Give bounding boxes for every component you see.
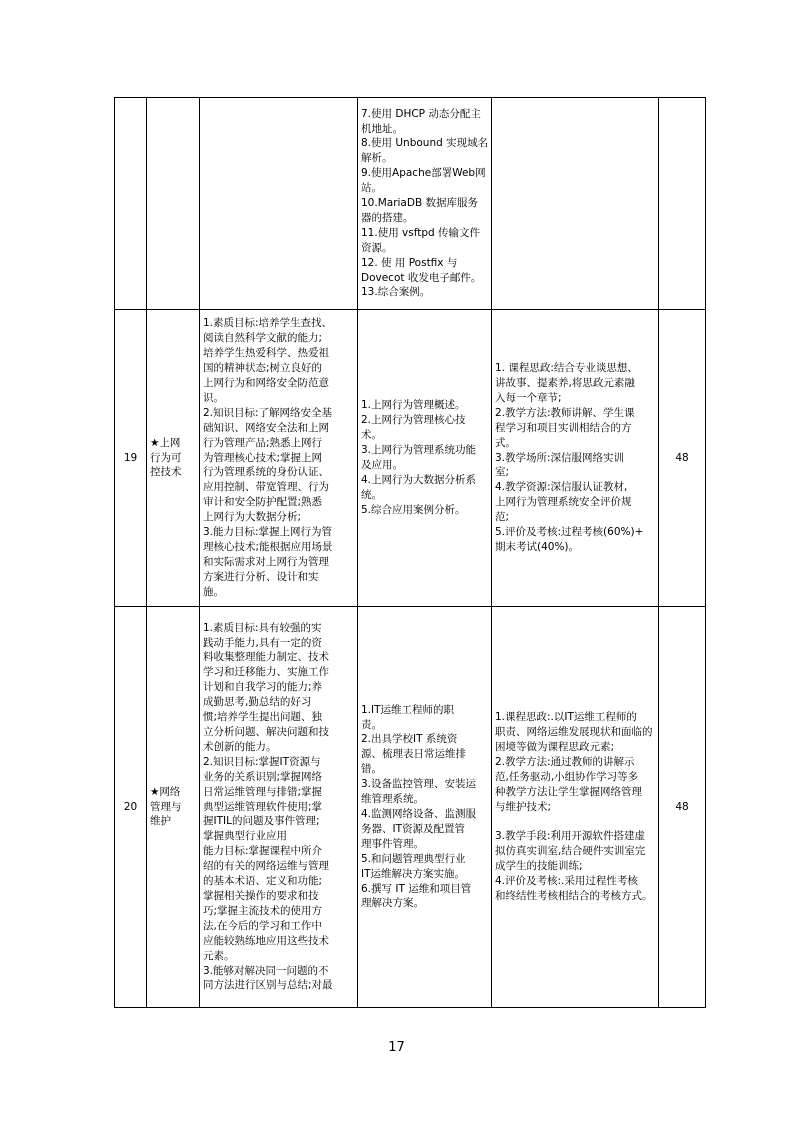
course-goals: 1.素质目标:具有较强的实 践动手能力,具有一定的资 料收集整理能力制定、技术 学习和迁移能力、实施工作 计划和自我学习的能力;养 成勤思考,勤总结的好习 惯;培养学生提出问题、独 立分析问题、解决问题和技 术创新的能力。 2.知识目标:掌握IT资源与 业务的关系识别;掌握网络 日常运维管理与排错;掌握 典型运维管理软件使用;掌 握ITIL的问题及事件管理; 掌握典型行业应用 能力目标:掌握课程中所介 绍的有关的网络运维与管理 的基本术语、定义和功能; 掌握相关操作的要求和技 巧;掌握主流技术的使用方 法,在今后的学习和工作中 应能较熟练地应用这些技术 元素。 3.能够对解决同一问题的不 同方法进行区别与总结;对最 <box>200 607 358 1008</box>
course-number: 20 <box>115 607 147 1008</box>
course-name: ★上网 行为可 控技术 <box>147 310 200 607</box>
teaching-methods: 1.课程思政:.以IT运维工程师的 职责、网络运维发展现状和面临的 困境等做为课程思政元素; 2.教学方法:通过教师的讲解示 范,任务驱动,小组协作学习等多 种教学方法让学生掌握网络管理 与维护技术; 3.教学手段:利用开源软件搭建虚 拟仿真实训室,结合硬件实训室完 成学生的技能训练; 4.评价及考核:.采用过程性考核 和终结性考核相结合的考核方式。 <box>492 607 659 1008</box>
course-content: 7.使用 DHCP 动态分配主 机地址。 8.使用 Unbound 实现域名 解析。 9.使用Apache部署Web网 站。 10.MariaDB 数据库服务 器的搭建。 11.使用 vsftpd 传输文件 资源。 12. 使 用 Postfix 与 Dovecot 收发电子邮件。 13.综合案例。 <box>358 98 492 310</box>
page-number: 17 <box>388 1040 405 1055</box>
course-hours: 48 <box>659 607 706 1008</box>
table-row <box>115 310 706 607</box>
course-goals <box>200 98 358 310</box>
curriculum-table <box>114 97 706 1008</box>
course-goals: 1.素质目标:培养学生查找、 阅读自然科学文献的能力; 培养学生热爱科学、热爱祖 国的精神状态;树立良好的 上网行为和网络安全防范意 识。 2.知识目标:了解网络安全基 础知识、网络安全法和上网 行为管理产品;熟悉上网行 为管理核心技术;掌握上网 行为管理系统的身份认证、 应用控制、带宽管理、行为 审计和安全防护配置;熟悉 上网行为大数据分析; 3.能力目标:掌握上网行为管 理核心技术;能根据应用场景 和实际需求对上网行为管理 方案进行分析、设计和实 施。 <box>200 310 358 607</box>
course-number: 19 <box>115 310 147 607</box>
table-row <box>115 607 706 1008</box>
table-row <box>115 98 706 310</box>
course-hours <box>659 98 706 310</box>
course-number <box>115 98 147 310</box>
course-hours: 48 <box>659 310 706 607</box>
course-name: ★网络 管理与 维护 <box>147 607 200 1008</box>
course-content: 1.IT运维工程师的职 责。 2.出具学校IT 系统资 源、梳理表日常运维排 错。 3.设备监控管理、安装运 维管理系统。 4.监测网络设备、监测服 务器、IT资源及配置管 理事件管理。 5.和问题管理典型行业 IT运维解决方案实施。 6.撰写 IT 运维和项目管 理解决方案。 <box>358 607 492 1008</box>
course-name <box>147 98 200 310</box>
teaching-methods <box>492 98 659 310</box>
course-content: 1.上网行为管理概述。 2.上网行为管理核心技 术。 3.上网行为管理系统功能 及应用。 4.上网行为大数据分析系 统。 5.综合应用案例分析。 <box>358 310 492 607</box>
teaching-methods: 1. 课程思政:结合专业谈思想、 讲故事、提素养,将思政元素融 入每一个章节; 2.教学方法:教师讲解、学生课 程学习和项目实训相结合的方 式。 3.教学场所:深信服网络实训 室; 4.教学资源:深信服认证教材, 上网行为管理系统安全评价规 范; 5.评价及考核:过程考核(60%)+ 期末考试(40%)。 <box>492 310 659 607</box>
